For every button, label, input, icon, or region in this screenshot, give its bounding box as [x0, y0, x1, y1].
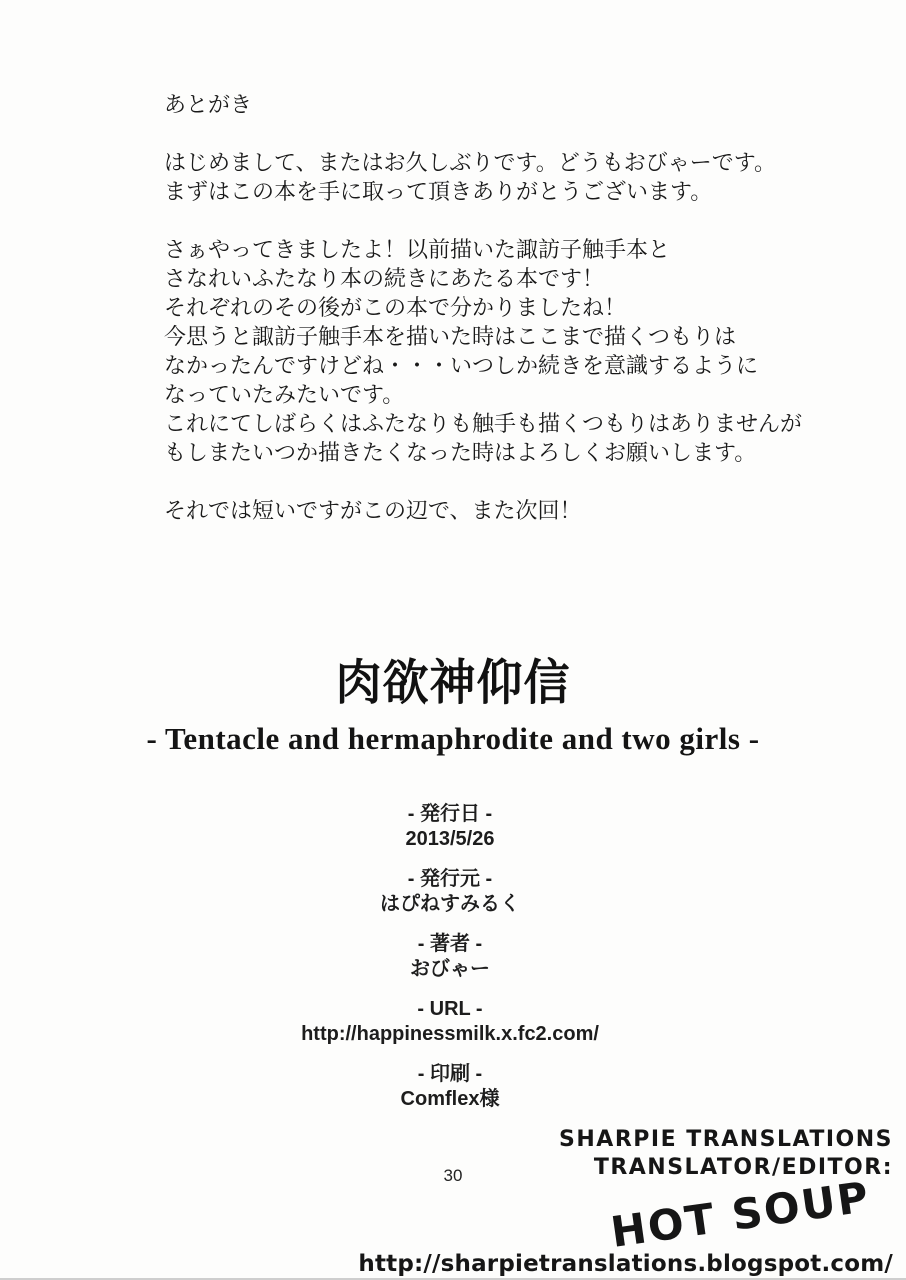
colophon-label: - 著者 -: [417, 933, 483, 955]
translator-role-label: TRANSLATOR/EDITOR:: [593, 1155, 893, 1180]
translator-site-url: http://sharpietranslations.blogspot.com/: [358, 1251, 893, 1277]
colophon-label: - URL -: [417, 998, 483, 1020]
afterword-line: はじめまして、またはお久しぶりです。どうもおびゃーです。: [164, 150, 777, 175]
afterword-line: 今思うと諏訪子触手本を描いた時はここまで描くつもりは: [164, 324, 737, 349]
afterword-line: なっていたみたいです。: [164, 382, 405, 407]
afterword-line: もしまたいつか描きたくなった時はよろしくお願いします。: [164, 440, 757, 465]
title-block: [0, 646, 906, 757]
colophon-group-publisher: [0, 867, 900, 917]
afterword-text-block: [164, 90, 844, 525]
afterword-closing-line: それでは短いですがこの辺で、また次回！: [164, 498, 582, 523]
colophon-group-printer: [0, 1062, 900, 1112]
colophon-group-publication-date: [0, 802, 900, 852]
page-number: 30: [443, 1166, 463, 1185]
colophon-label: - 印刷 -: [417, 1063, 483, 1085]
afterword-heading: あとがき: [164, 92, 253, 117]
colophon-label: - 発行日 -: [407, 803, 493, 825]
translator-credits: [358, 1126, 893, 1277]
publisher-name: はぴねすみるく: [380, 893, 520, 915]
afterword-blank-line: [164, 467, 844, 496]
afterword-line: さぁやってきましたよ！以前描いた諏訪子触手本と: [164, 237, 671, 262]
afterword-line: さなれいふたなり本の続きにあたる本です！: [164, 266, 605, 291]
colophon-group-author: [0, 932, 900, 982]
author-name: おびゃー: [410, 958, 490, 980]
book-title: 肉欲神仰信: [335, 654, 571, 710]
afterword-blank-line: [164, 206, 844, 235]
colophon-label: - 発行元 -: [407, 868, 493, 890]
afterword-line: まずはこの本を手に取って頂きありがとうございます。: [164, 179, 713, 204]
afterword-line: これにてしばらくはふたなりも触手も描くつもりはありませんが: [164, 411, 803, 436]
afterword-line: それぞれのその後がこの本で分かりましたね！: [164, 295, 627, 320]
afterword-line: なかったんですけどね・・・いつしか続きを意識するように: [164, 353, 759, 378]
colophon: [0, 802, 900, 1127]
afterword-blank-line: [164, 119, 844, 148]
book-subtitle: - Tentacle and hermaphrodite and two girls -: [146, 721, 760, 756]
translation-group-name: SHARPIE TRANSLATIONS: [559, 1127, 893, 1152]
printer-name: Comflex様: [400, 1088, 500, 1110]
translator-name: HOT SOUP: [607, 1172, 874, 1257]
colophon-group-url: [0, 997, 900, 1047]
publication-date: 2013/5/26: [405, 828, 495, 850]
publisher-url: http://happinessmilk.x.fc2.com/: [301, 1023, 599, 1045]
